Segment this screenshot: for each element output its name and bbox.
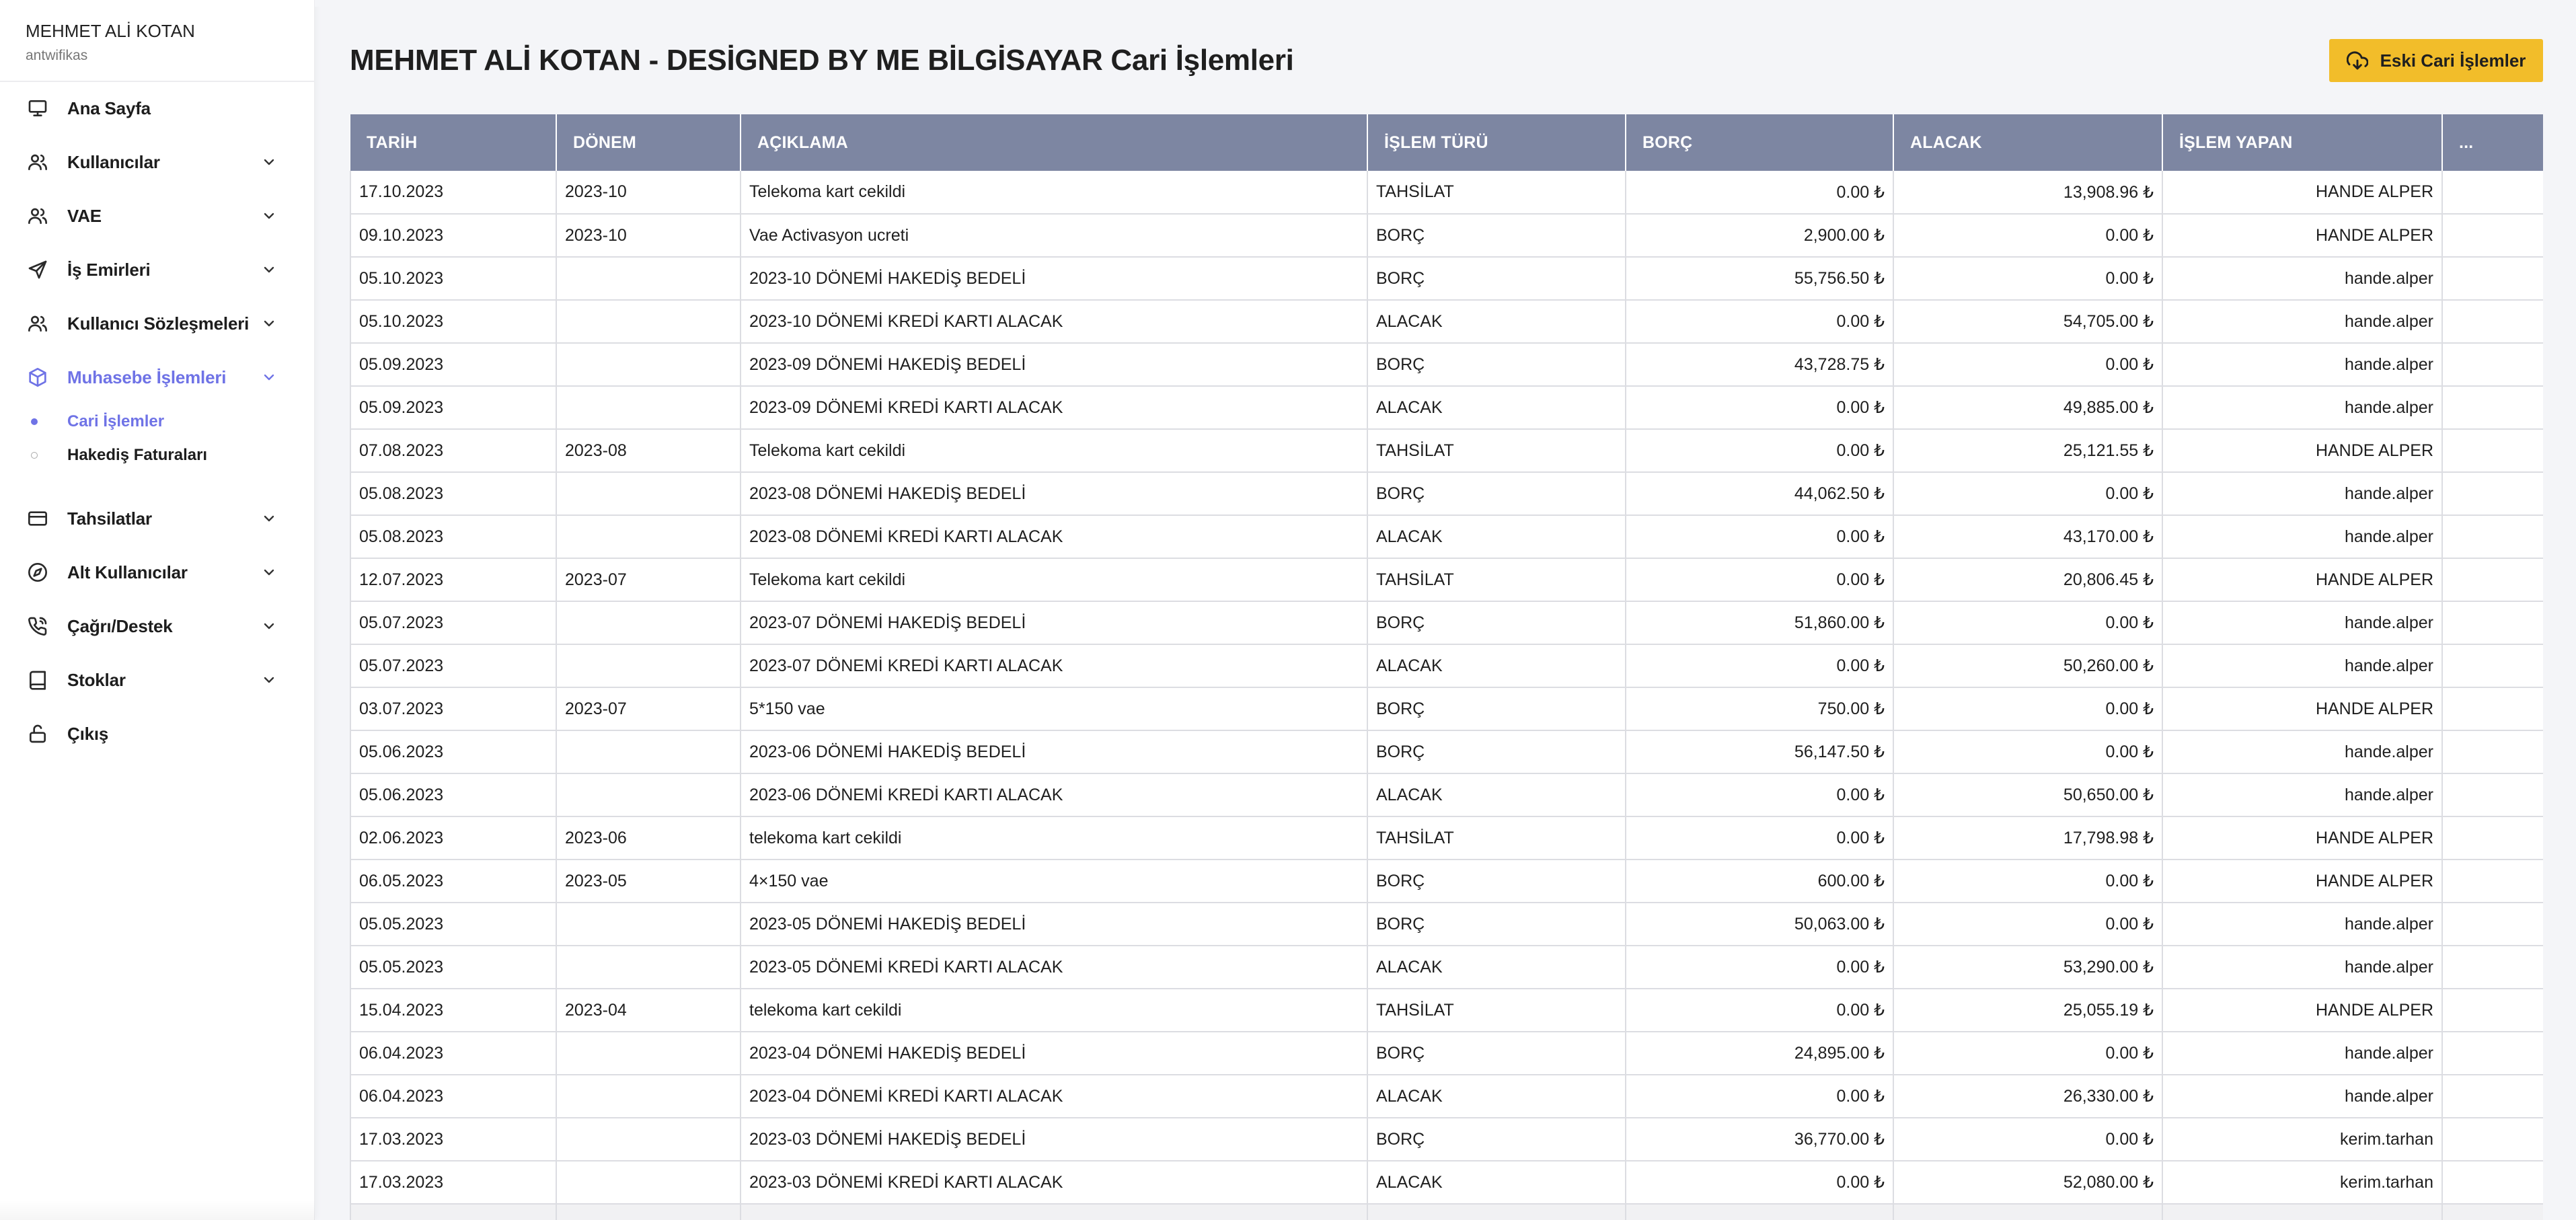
table-row[interactable] [350,687,2543,730]
cell-period [556,946,741,989]
user-icon [26,204,50,228]
cell-period: 2023-10 [556,171,741,214]
table-row[interactable] [350,214,2543,257]
cell-credit: 49,885.00 ₺ [1893,386,2162,429]
column-header-date[interactable]: TARİH [350,114,556,171]
cell-description: Telekoma kart cekildi [741,429,1367,472]
cell-description: 2023-05 DÖNEMİ HAKEDİŞ BEDELİ [741,903,1367,946]
cell-type: BORÇ [1367,343,1626,386]
cell-description: 2023-08 DÖNEMİ KREDİ KARTI ALACAK [741,515,1367,558]
chevron-down-icon [261,154,277,170]
cell-date: 17.10.2023 [350,171,556,214]
table-row[interactable] [350,644,2543,687]
cell-description: 2023-10 DÖNEMİ KREDİ KARTI ALACAK [741,300,1367,343]
sidebar-item-label: Muhasebe İşlemleri [67,367,227,387]
cell-period [556,1118,741,1161]
cell-debit: 0.00 ₺ [1626,515,1893,558]
cell-debit: 0.00 ₺ [1626,773,1893,816]
cell-debit: 0.00 ₺ [1626,816,1893,860]
cell-description: 2023-06 DÖNEMİ HAKEDİŞ BEDELİ [741,730,1367,773]
cell-type: BORÇ [1367,730,1626,773]
cell-performed-by [2162,1204,2442,1220]
sidebar [0,0,315,1220]
unlock-icon [26,722,50,746]
table-row[interactable] [350,429,2543,472]
sidebar-item-sub-users[interactable] [0,552,315,593]
table-row[interactable] [350,343,2543,386]
cell-date: 06.05.2023 [350,860,556,903]
cell-actions[interactable] [2442,644,2543,687]
cell-debit: 55,756.50 ₺ [1626,257,1893,300]
table-row[interactable] [350,1032,2543,1075]
cell-period [556,1032,741,1075]
table-row[interactable] [350,472,2543,515]
sidebar-item-label: Kullanıcılar [67,151,160,172]
users-icon [26,311,50,336]
cell-debit: 0.00 ₺ [1626,300,1893,343]
cell-credit: 25,121.55 ₺ [1893,429,2162,472]
cell-actions[interactable] [2442,386,2543,429]
cell-credit [1893,1204,2162,1220]
cell-date: 02.06.2023 [350,816,556,860]
cell-type: TAHSİLAT [1367,989,1626,1032]
cell-performed-by: HANDE ALPER [2162,214,2442,257]
cell-description: telekoma kart cekildi [741,816,1367,860]
table-row[interactable] [350,300,2543,343]
cell-period: 2023-07 [556,558,741,601]
cell-description: 4×150 vae [741,860,1367,903]
cell-description: 2023-09 DÖNEMİ KREDİ KARTI ALACAK [741,386,1367,429]
cell-debit: 24,895.00 ₺ [1626,1032,1893,1075]
cell-credit: 43,170.00 ₺ [1893,515,2162,558]
cell-actions[interactable] [2442,773,2543,816]
cell-actions[interactable] [2442,860,2543,903]
cell-performed-by: hande.alper [2162,1032,2442,1075]
cell-period: 2023-06 [556,816,741,860]
sidebar-item-label: VAE [67,205,102,226]
chevron-down-icon [261,315,277,332]
cell-type: BORÇ [1367,257,1626,300]
cell-description: 2023-08 DÖNEMİ HAKEDİŞ BEDELİ [741,472,1367,515]
monitor-icon [26,96,50,120]
sidebar-item-user-contracts[interactable] [0,303,315,344]
cell-debit: 2,900.00 ₺ [1626,214,1893,257]
sidebar-item-label: Tahsilatlar [67,508,152,529]
cell-debit: 36,770.00 ₺ [1626,1118,1893,1161]
cell-type: TAHSİLAT [1367,171,1626,214]
cell-debit: 0.00 ₺ [1626,989,1893,1032]
column-header-period[interactable]: DÖNEM [556,114,741,171]
cell-performed-by: hande.alper [2162,1075,2442,1118]
column-header-debit[interactable]: BORÇ [1626,114,1893,171]
cell-type: ALACAK [1367,300,1626,343]
cell-performed-by: HANDE ALPER [2162,171,2442,214]
cell-date: 09.10.2023 [350,214,556,257]
cell-type: ALACAK [1367,773,1626,816]
cell-debit [1626,1204,1893,1220]
cell-debit: 50,063.00 ₺ [1626,903,1893,946]
cell-debit: 750.00 ₺ [1626,687,1893,730]
cell-type: BORÇ [1367,601,1626,644]
cell-debit: 51,860.00 ₺ [1626,601,1893,644]
cell-description: 2023-03 DÖNEMİ KREDİ KARTI ALACAK [741,1161,1367,1204]
table-row[interactable] [350,860,2543,903]
cell-actions[interactable] [2442,472,2543,515]
cell-date: 05.05.2023 [350,903,556,946]
table-row[interactable] [350,1161,2543,1204]
cell-description: 2023-06 DÖNEMİ KREDİ KARTI ALACAK [741,773,1367,816]
table-row[interactable] [350,946,2543,989]
cell-performed-by: hande.alper [2162,903,2442,946]
cell-description: 2023-04 DÖNEMİ KREDİ KARTI ALACAK [741,1075,1367,1118]
sidebar-item-support[interactable] [0,606,315,646]
cell-credit: 0.00 ₺ [1893,730,2162,773]
cell-date: 05.09.2023 [350,343,556,386]
column-header-credit[interactable]: ALACAK [1893,114,2162,171]
sidebar-bottom-shade [0,1200,315,1220]
table-row[interactable] [350,558,2543,601]
users-icon [26,150,50,174]
cell-date: 17.03.2023 [350,1161,556,1204]
cell-actions[interactable] [2442,1161,2543,1204]
sidebar-subitem-current-transactions[interactable] [0,405,315,439]
cell-performed-by: HANDE ALPER [2162,558,2442,601]
cell-type: BORÇ [1367,214,1626,257]
cell-type [1367,1204,1626,1220]
chevron-down-icon [261,672,277,688]
cell-date: 05.06.2023 [350,730,556,773]
cell-description: Telekoma kart cekildi [741,558,1367,601]
cell-period: 2023-10 [556,214,741,257]
cell-description: 2023-05 DÖNEMİ KREDİ KARTI ALACAK [741,946,1367,989]
cell-performed-by: HANDE ALPER [2162,860,2442,903]
cell-debit: 0.00 ₺ [1626,558,1893,601]
cell-actions[interactable] [2442,257,2543,300]
cell-credit: 0.00 ₺ [1893,687,2162,730]
bullet-icon [31,452,38,459]
table-body [350,171,2543,1220]
cell-date: 05.10.2023 [350,300,556,343]
table-row[interactable] [350,816,2543,860]
cell-type: BORÇ [1367,472,1626,515]
cell-date: 07.08.2023 [350,429,556,472]
page-title: MEHMET ALİ KOTAN - DESİGNED BY ME BİLGİSAYAR Cari İşlemleri [350,44,1294,77]
table-row[interactable] [350,773,2543,816]
cell-actions[interactable] [2442,171,2543,214]
cell-period: 2023-08 [556,429,741,472]
cell-actions[interactable] [2442,730,2543,773]
cell-performed-by: hande.alper [2162,730,2442,773]
sidebar-item-label: Alt Kullanıcılar [67,562,188,582]
cell-credit: 50,260.00 ₺ [1893,644,2162,687]
cell-type: ALACAK [1367,1075,1626,1118]
cell-date: 12.07.2023 [350,558,556,601]
table-row[interactable] [350,1118,2543,1161]
cell-credit: 52,080.00 ₺ [1893,1161,2162,1204]
cell-actions[interactable] [2442,601,2543,644]
sidebar-item-vae[interactable] [0,196,315,236]
cell-credit: 26,330.00 ₺ [1893,1075,2162,1118]
credit-card-icon [26,506,50,531]
cell-actions[interactable] [2442,1075,2543,1118]
cell-credit: 0.00 ₺ [1893,257,2162,300]
cell-actions[interactable] [2442,558,2543,601]
cell-description: 2023-07 DÖNEMİ KREDİ KARTI ALACAK [741,644,1367,687]
cell-type: TAHSİLAT [1367,816,1626,860]
sidebar-subitem-label: Hakediş Faturaları [67,446,208,464]
sidebar-item-work-orders[interactable] [0,250,315,290]
table-header-row [350,114,2543,171]
sidebar-item-label: Kullanıcı Sözleşmeleri [67,313,250,334]
cell-period [556,1204,741,1220]
cell-credit: 54,705.00 ₺ [1893,300,2162,343]
cell-performed-by: kerim.tarhan [2162,1161,2442,1204]
cell-debit: 0.00 ₺ [1626,946,1893,989]
cell-actions[interactable] [2442,300,2543,343]
user-block [0,0,314,82]
cell-performed-by: hande.alper [2162,515,2442,558]
cell-period [556,257,741,300]
cell-actions[interactable] [2442,946,2543,989]
chevron-down-icon [261,564,277,580]
cell-credit: 0.00 ₺ [1893,1032,2162,1075]
cell-type: ALACAK [1367,644,1626,687]
cell-description: 5*150 vae [741,687,1367,730]
cell-description: 2023-07 DÖNEMİ HAKEDİŞ BEDELİ [741,601,1367,644]
cell-credit: 13,908.96 ₺ [1893,171,2162,214]
cell-actions[interactable] [2442,687,2543,730]
transactions-table [350,114,2543,1220]
user-subtitle: antwifikas [26,48,88,63]
cell-type: TAHSİLAT [1367,429,1626,472]
cell-performed-by: hande.alper [2162,386,2442,429]
cell-description: 2023-03 DÖNEMİ HAKEDİŞ BEDELİ [741,1118,1367,1161]
cell-date: 17.03.2023 [350,1118,556,1161]
cell-period [556,601,741,644]
cell-performed-by: HANDE ALPER [2162,989,2442,1032]
cell-period: 2023-07 [556,687,741,730]
cell-period: 2023-05 [556,860,741,903]
cell-actions[interactable] [2442,429,2543,472]
cell-debit: 0.00 ₺ [1626,1075,1893,1118]
cell-performed-by: hande.alper [2162,300,2442,343]
cell-type: BORÇ [1367,687,1626,730]
compass-icon [26,560,50,584]
cell-date: 05.08.2023 [350,472,556,515]
box-icon [26,365,50,389]
transactions-table-container[interactable] [350,114,2543,1220]
cell-debit: 0.00 ₺ [1626,429,1893,472]
cell-date: 03.07.2023 [350,687,556,730]
sidebar-item-label: Çıkış [67,723,109,744]
cell-date: 05.08.2023 [350,515,556,558]
cell-credit: 0.00 ₺ [1893,472,2162,515]
table-row[interactable] [350,386,2543,429]
table-row[interactable] [350,1075,2543,1118]
cell-description: telekoma kart cekildi [741,989,1367,1032]
cell-type: TAHSİLAT [1367,558,1626,601]
cell-debit: 0.00 ₺ [1626,386,1893,429]
cell-credit: 25,055.19 ₺ [1893,989,2162,1032]
sidebar-subitem-invoices[interactable] [0,439,315,472]
cell-type: ALACAK [1367,386,1626,429]
chevron-down-icon [261,618,277,634]
cell-performed-by: HANDE ALPER [2162,816,2442,860]
sidebar-item-users[interactable] [0,142,315,182]
bullet-icon [31,418,38,425]
cell-performed-by: kerim.tarhan [2162,1118,2442,1161]
cell-performed-by: hande.alper [2162,946,2442,989]
cell-period [556,300,741,343]
cell-date: 05.07.2023 [350,644,556,687]
cell-description [741,1204,1367,1220]
cell-performed-by: hande.alper [2162,472,2442,515]
cell-period [556,386,741,429]
sidebar-item-accounting[interactable] [0,357,315,397]
cell-period [556,472,741,515]
cell-description: 2023-04 DÖNEMİ HAKEDİŞ BEDELİ [741,1032,1367,1075]
cell-type: BORÇ [1367,1032,1626,1075]
cell-credit: 53,290.00 ₺ [1893,946,2162,989]
cell-actions[interactable] [2442,1032,2543,1075]
cell-type: BORÇ [1367,1118,1626,1161]
sidebar-item-label: Stoklar [67,669,126,690]
send-icon [26,258,50,282]
cell-date [350,1204,556,1220]
cell-type: ALACAK [1367,515,1626,558]
cell-debit: 600.00 ₺ [1626,860,1893,903]
cell-credit: 17,798.98 ₺ [1893,816,2162,860]
table-row[interactable] [350,257,2543,300]
cell-performed-by: hande.alper [2162,601,2442,644]
cloud-download-icon [2347,50,2368,71]
sidebar-item-stocks[interactable] [0,660,315,700]
cell-performed-by: hande.alper [2162,343,2442,386]
cell-date: 06.04.2023 [350,1075,556,1118]
cell-description: 2023-09 DÖNEMİ HAKEDİŞ BEDELİ [741,343,1367,386]
chevron-down-icon [261,262,277,278]
column-header-actions[interactable]: ... [2442,114,2543,171]
cell-description: Telekoma kart cekildi [741,171,1367,214]
sidebar-subitem-label: Cari İşlemler [67,412,165,430]
cell-date: 05.06.2023 [350,773,556,816]
cell-credit: 0.00 ₺ [1893,601,2162,644]
cell-date: 05.07.2023 [350,601,556,644]
cell-date: 05.10.2023 [350,257,556,300]
cell-actions[interactable] [2442,1118,2543,1161]
cell-debit: 0.00 ₺ [1626,171,1893,214]
cell-debit: 0.00 ₺ [1626,1161,1893,1204]
cell-credit: 0.00 ₺ [1893,903,2162,946]
table-row[interactable] [350,515,2543,558]
sidebar-item-label: Çağrı/Destek [67,615,173,636]
cell-performed-by: hande.alper [2162,773,2442,816]
cell-type: ALACAK [1367,946,1626,989]
cell-period [556,1161,741,1204]
cell-credit: 0.00 ₺ [1893,860,2162,903]
sidebar-item-label: İş Emirleri [67,259,151,280]
phone-call-icon [26,614,50,638]
cell-period [556,773,741,816]
cell-date: 06.04.2023 [350,1032,556,1075]
cell-period: 2023-04 [556,989,741,1032]
column-header-performed-by[interactable]: İŞLEM YAPAN [2162,114,2442,171]
cell-period [556,1075,741,1118]
chevron-down-icon [261,369,277,385]
book-icon [26,668,50,692]
column-header-type[interactable]: İŞLEM TÜRÜ [1367,114,1626,171]
cell-credit: 20,806.45 ₺ [1893,558,2162,601]
cell-actions[interactable] [2442,343,2543,386]
cell-performed-by: HANDE ALPER [2162,687,2442,730]
table-row[interactable] [350,601,2543,644]
table-row[interactable] [350,730,2543,773]
cell-description: 2023-10 DÖNEMİ HAKEDİŞ BEDELİ [741,257,1367,300]
main-content [315,0,2576,1220]
cell-actions[interactable] [2442,903,2543,946]
old-transactions-label: Eski Cari İşlemler [2380,50,2526,71]
cell-period [556,730,741,773]
column-header-description[interactable]: AÇIKLAMA [741,114,1367,171]
cell-description: Vae Activasyon ucreti [741,214,1367,257]
table-row[interactable] [350,989,2543,1032]
cell-actions[interactable] [2442,816,2543,860]
cell-actions [2442,1204,2543,1220]
table-row-partial[interactable] [350,1204,2543,1220]
chevron-down-icon [261,510,277,527]
cell-credit: 0.00 ₺ [1893,1118,2162,1161]
cell-period [556,644,741,687]
table-row[interactable] [350,903,2543,946]
cell-period [556,515,741,558]
sidebar-item-collections[interactable] [0,498,315,539]
cell-date: 05.05.2023 [350,946,556,989]
sidebar-item-logout[interactable] [0,714,315,754]
cell-performed-by: HANDE ALPER [2162,429,2442,472]
cell-actions[interactable] [2442,989,2543,1032]
cell-period [556,343,741,386]
table-row[interactable] [350,171,2543,214]
cell-performed-by: hande.alper [2162,257,2442,300]
cell-debit: 56,147.50 ₺ [1626,730,1893,773]
chevron-down-icon [261,208,277,224]
cell-date: 05.09.2023 [350,386,556,429]
cell-debit: 0.00 ₺ [1626,644,1893,687]
cell-debit: 43,728.75 ₺ [1626,343,1893,386]
old-transactions-button[interactable] [2329,39,2543,82]
cell-type: BORÇ [1367,903,1626,946]
cell-date: 15.04.2023 [350,989,556,1032]
cell-credit: 0.00 ₺ [1893,343,2162,386]
cell-period [556,903,741,946]
cell-debit: 44,062.50 ₺ [1626,472,1893,515]
user-name: MEHMET ALİ KOTAN [26,21,195,41]
cell-actions[interactable] [2442,214,2543,257]
cell-credit: 0.00 ₺ [1893,214,2162,257]
cell-type: BORÇ [1367,860,1626,903]
sidebar-item-home[interactable] [0,88,315,128]
cell-performed-by: hande.alper [2162,644,2442,687]
top-bar [315,0,2576,7]
cell-type: ALACAK [1367,1161,1626,1204]
cell-actions[interactable] [2442,515,2543,558]
cell-credit: 50,650.00 ₺ [1893,773,2162,816]
sidebar-item-label: Ana Sayfa [67,98,151,118]
